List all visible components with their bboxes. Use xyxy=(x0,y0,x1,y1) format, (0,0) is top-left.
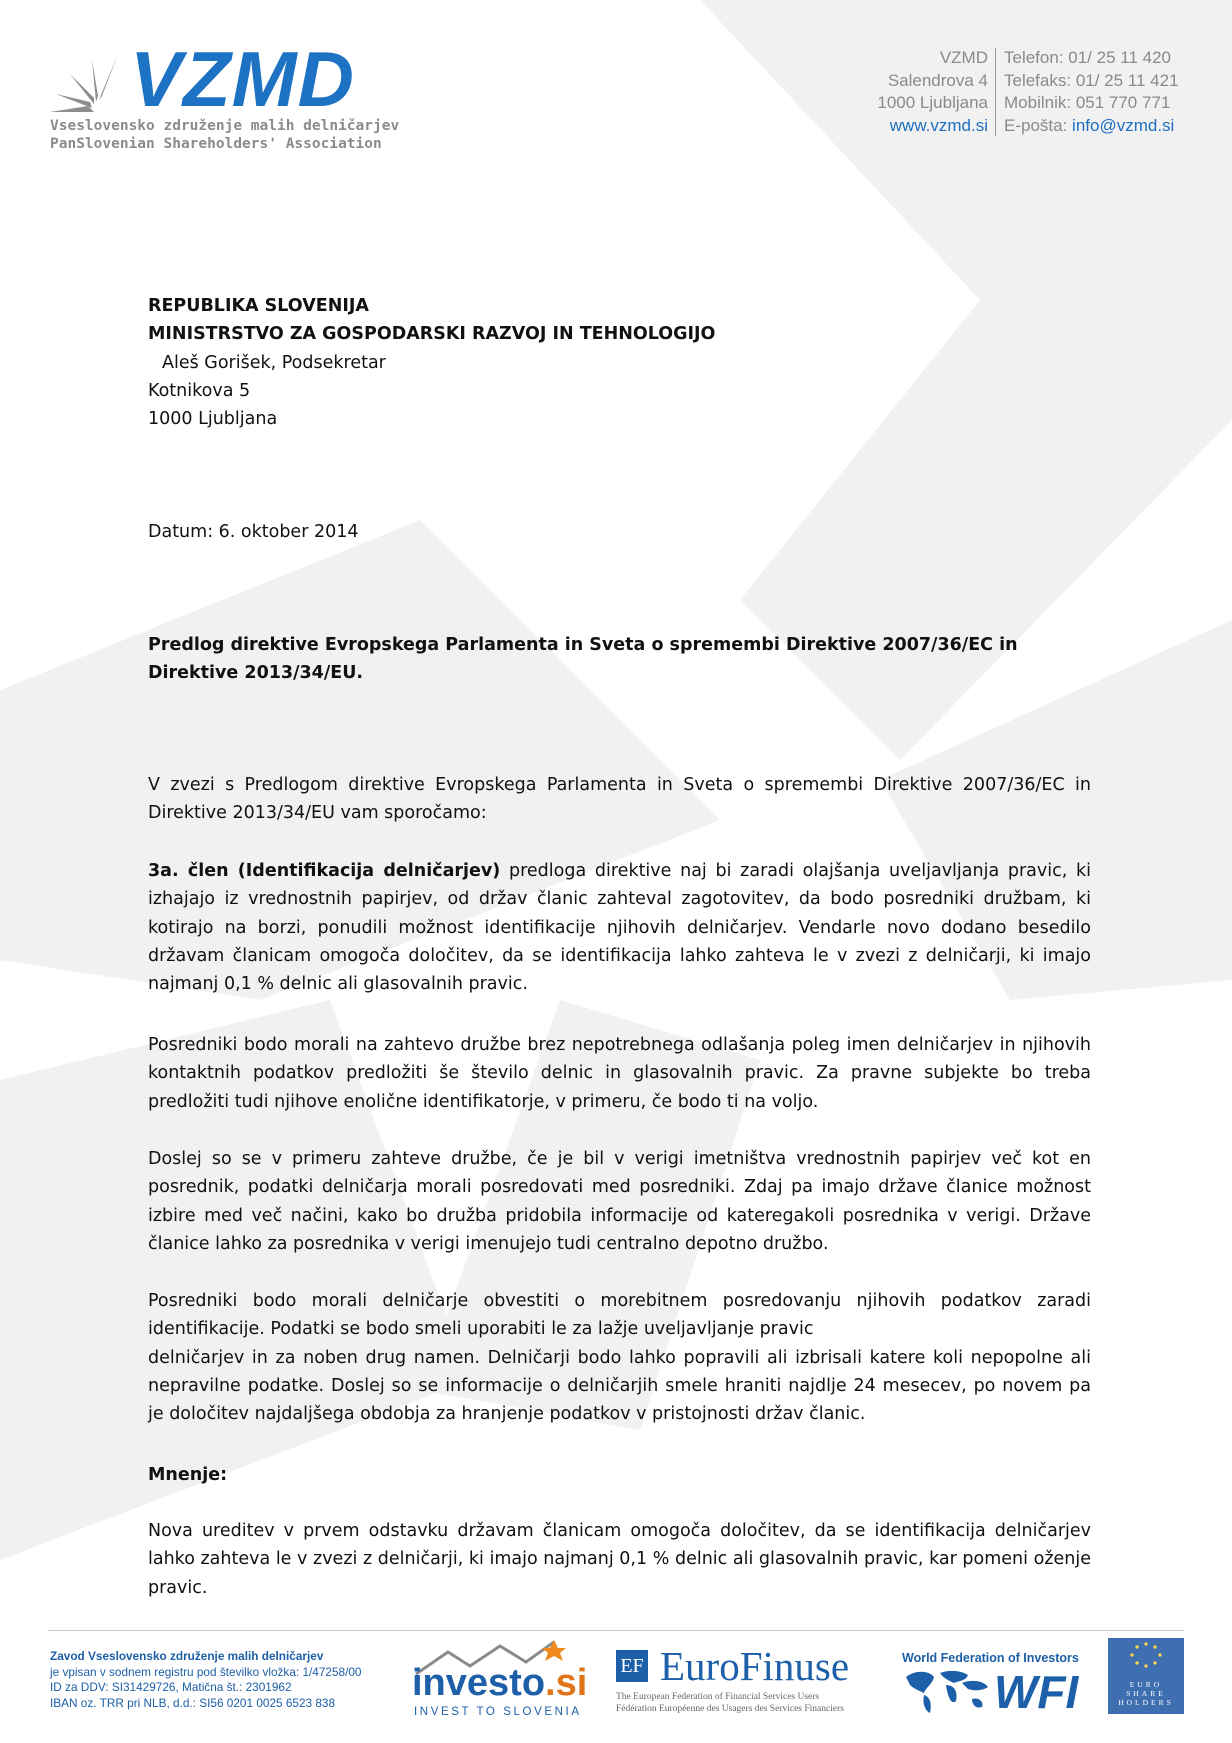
contact-numbers xyxy=(1004,47,1179,137)
letter-date: Datum: 6. oktober 2014 xyxy=(148,522,359,542)
fan-logo-icon xyxy=(48,50,138,120)
logo-subtitle-en: PanSlovenian Shareholders' Association xyxy=(50,136,382,152)
wfi-logo: World Federation of Investors WFI xyxy=(902,1651,1079,1718)
website-link[interactable]: www.vzmd.si xyxy=(889,115,988,135)
city: 1000 Ljubljana xyxy=(877,93,988,112)
org-name: VZMD xyxy=(939,48,988,67)
paragraph-2: Posredniki bodo morali na zahtevo družbe brez nepotrebnega odlašanja poleg imen delničarjev in njihovih kontaktnih podatkov predložiti še število delnic in glasovalnih pravic. Za pravne subjekte bo treba predložiti tudi njihove enolične identifikatorje, v primeru, če bodo ti na voljo. xyxy=(148,1035,1091,1112)
recipient-line-3: Aleš Gorišek, Podsekretar xyxy=(162,352,386,373)
recipient-line-5: 1000 Ljubljana xyxy=(148,409,278,430)
world-map-icon xyxy=(902,1667,990,1717)
eurofinuse-logo: EF EuroFinuse The European Federation of Financial Services Users Fédération Européenne des Usagers des Services Financiers xyxy=(616,1643,850,1714)
email-link[interactable]: info@vzmd.si xyxy=(1072,115,1175,135)
footer-registration: Zavod Vseslovensko združenje malih delničarjev je vpisan v sodnem registru pod številko vložka: 1/47258/00 ID za DDV: SI31429726, Matična št.: 2301962 IBAN oz. TRR pri NLB, d.d.: SI56 0201 0025 6523 838 xyxy=(50,1649,362,1710)
eu-stars-icon xyxy=(1108,1638,1184,1678)
recipient-block xyxy=(148,292,1091,433)
euroshareholders-logo: EURO SHARE HOLDERS xyxy=(1108,1638,1184,1714)
intro-paragraph: V zvezi s Predlogom direktive Evropskega Parlamenta in Sveta o spremembi Direktive 2007/36/EC in Direktive 2013/34/EU vam sporočamo: xyxy=(148,775,1091,824)
recipient-line-1: REPUBLIKA SLOVENIJA xyxy=(148,296,369,316)
logo-subtitle-sl: Vseslovensko združenje malih delničarjev xyxy=(50,118,400,134)
street: Salendrova 4 xyxy=(887,70,988,90)
logo-wordmark: VZMD xyxy=(130,35,355,123)
recipient-line-2: MINISTRSTVO ZA GOSPODARSKI RAZVOJ IN TEHNOLOGIJO xyxy=(148,324,716,345)
letter-subject: Predlog direktive Evropskega Parlamenta in Sveta o spremembi Direktive 2007/36/EC in Direktive 2013/34/EU. xyxy=(148,635,1018,684)
investo-logo: investo.si INVEST TO SLOVENIA xyxy=(408,1640,588,1720)
paragraph-3: Doslej so se v primeru zahteve družbe, če je bil v verigi imetništva vrednostnih papirjev več kot en posrednik, podatki delničarja morali posredovati med posredniki. Zdaj pa imajo države članice možnost izbire med več načini, kako bo družba pridobila informacije od kateregakoli posrednika v verigi. Države članice lahko za posrednika v verigi imenujejo tudi centralno depotno družbo. xyxy=(148,1149,1091,1254)
vzmd-logo xyxy=(48,35,400,156)
phone: Telefon: 01/ 25 11 420 xyxy=(1004,48,1171,67)
recipient-line-4: Kotnikova 5 xyxy=(148,380,251,401)
mobile: Mobilnik: 051 770 771 xyxy=(1004,93,1171,112)
email: E-pošta: info@vzmd.si xyxy=(1004,115,1175,135)
opinion-heading: Mnenje: xyxy=(148,1465,228,1485)
footer-divider xyxy=(48,1630,1184,1631)
article-reference: 3a. člen (Identifikacija delničarjev) xyxy=(148,861,501,881)
contact-divider xyxy=(995,48,996,136)
fax: Telefaks: 01/ 25 11 421 xyxy=(1004,70,1179,90)
paragraph-4: Posredniki bodo morali delničarje obvestiti o morebitnem posredovanju njihovih podatkov zaradi identifikacije. Podatki se bodo smeli uporabiti le za lažje uveljavljanje pravic delničarjev in za noben drug namen. Delničarji bodo lahko popravili ali izbrisali katere koli nepopolne ali nepravilne podatke. Doslej so se informacije o delničarjih smele hraniti najdlje 24 mesecev, po novem pa je določitev najdaljšega obdobja za hranjenje podatkov v pristojnosti držav članic. xyxy=(148,1291,1091,1425)
paragraph-5: Nova ureditev v prvem odstavku državam članicam omogoča določitev, da se identifikacija delničarjev lahko zahteva le v zvezi z delničarji, ki imajo najmanj 0,1 % delnic ali glasovalnih pravic, kar pomeni oženje pravic. xyxy=(148,1521,1091,1598)
contact-address xyxy=(877,47,988,137)
ef-badge: EF xyxy=(616,1650,648,1682)
paragraph-1: 3a. člen (Identifikacija delničarjev) predloga direktive naj bi zaradi olajšanja uveljavljanja pravic, ki izhajajo iz vrednostnih papirjev, od držav članic zahteval zagotovitev, da bodo posredniki družbam, ki kotirajo na borzi, ponudili možnost identifikacije njihovih delničarjev. Vendarle novo dodano besedilo državam članicam omogoča določitev, da se identifikacija lahko zahteva le v zvezi z delničarji, ki imajo najmanj 0,1 % delnic ali glasovalnih pravic. xyxy=(148,861,1092,995)
